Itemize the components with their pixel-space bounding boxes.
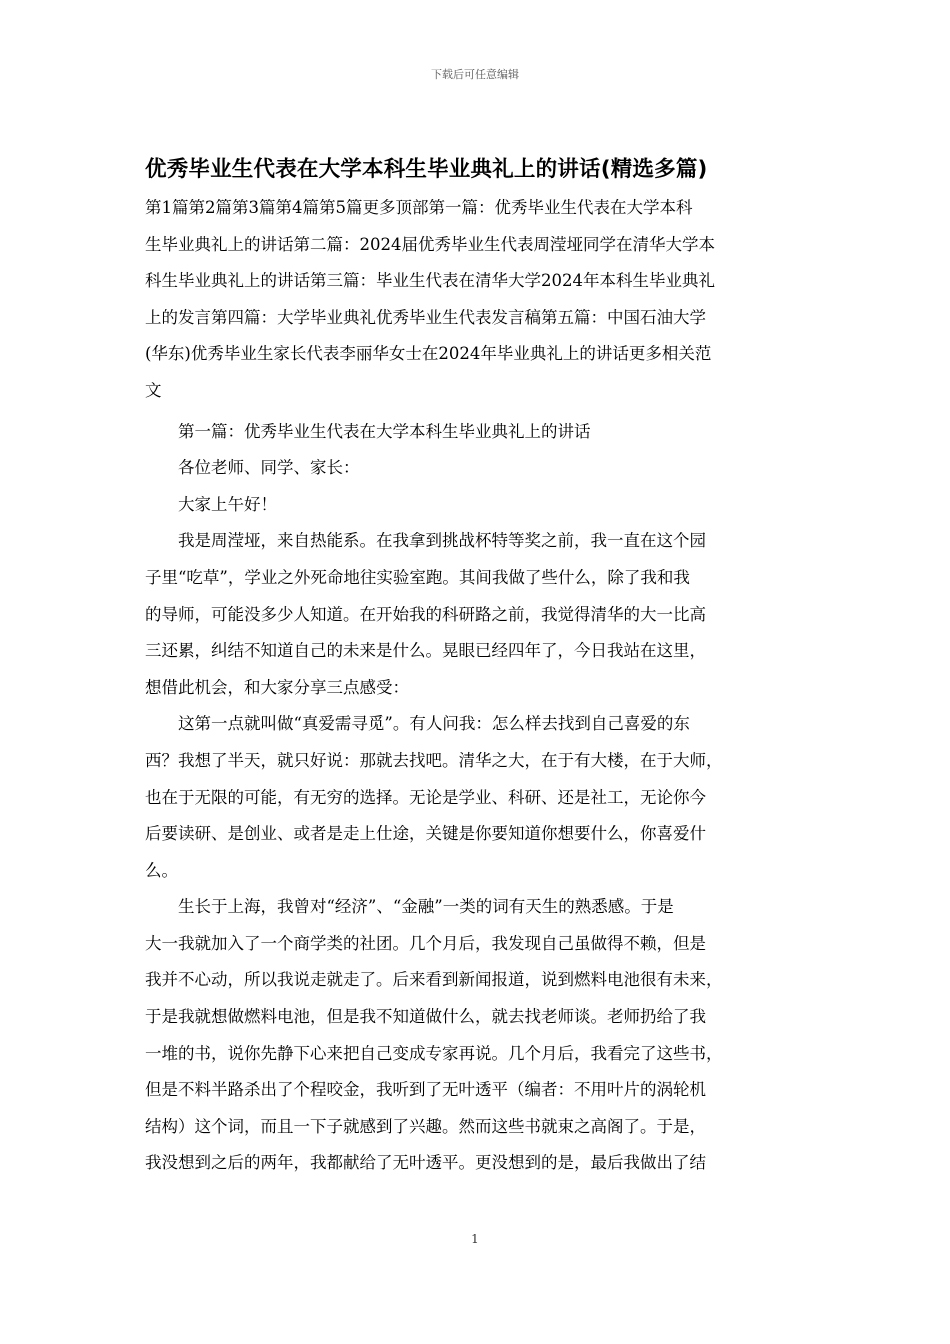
- text-line: 我是周滢垭，来自热能系。在我拿到挑战杯特等奖之前，我一直在这个园: [145, 531, 706, 551]
- text-line: (华东)优秀毕业生家长代表李丽华女士在2024年毕业典礼上的讲话更多相关范: [145, 344, 712, 364]
- text-line: 生毕业典礼上的讲话第二篇：2024届优秀毕业生代表周滢垭同学在清华大学本: [145, 234, 715, 254]
- document-body: [145, 190, 823, 1182]
- text-line: 大家上午好！: [145, 494, 277, 514]
- text-line: 于是我就想做燃料电池，但是我不知道做什么，就去找老师谈。老师扔给了我: [145, 1007, 706, 1027]
- text-line: 第一篇：优秀毕业生代表在大学本科生毕业典礼上的讲话: [145, 421, 591, 441]
- text-line: 西？我想了半天，就只好说：那就去找吧。清华之大，在于有大楼，在于大师，: [145, 750, 723, 770]
- text-line: 生长于上海，我曾对“经济”、“金融”一类的词有天生的熟悉感。于是: [145, 897, 674, 917]
- text-line: 也在于无限的可能，有无穷的选择。无论是学业、科研、还是社工，无论你今: [145, 787, 706, 807]
- page-number: 1: [471, 1232, 479, 1246]
- text-line: 一堆的书，说你先静下心来把自己变成专家再说。几个月后，我看完了这些书，: [145, 1043, 723, 1063]
- text-line: 想借此机会，和大家分享三点感受：: [145, 677, 409, 697]
- text-line: 我并不心动，所以我说走就走了。后来看到新闻报道，说到燃料电池很有未来，: [145, 970, 723, 990]
- text-line: 结构）这个词，而且一下子就感到了兴趣。然而这些书就束之高阁了。于是，: [145, 1116, 706, 1136]
- text-line: 各位老师、同学、家长：: [145, 458, 360, 478]
- text-line: 科生毕业典礼上的讲话第三篇：毕业生代表在清华大学2024年本科生毕业典礼: [145, 271, 715, 291]
- text-line: 的导师，可能没多少人知道。在开始我的科研路之前，我觉得清华的大一比高: [145, 604, 706, 624]
- text-line: 么。: [145, 860, 178, 880]
- text-line: 后要读研、是创业、或者是走上仕途，关键是你要知道你想要什么，你喜爱什: [145, 824, 706, 844]
- text-line: 文: [145, 380, 162, 400]
- text-line: 第1篇第2篇第3篇第4篇第5篇更多顶部第一篇：优秀毕业生代表在大学本科: [145, 198, 693, 217]
- page-header: 下载后可任意编辑: [431, 68, 519, 81]
- text-line: 上的发言第四篇：大学毕业典礼优秀毕业生代表发言稿第五篇：中国石油大学: [145, 307, 706, 327]
- text-line: 子里“吃草”，学业之外死命地往实验室跑。其间我做了些什么，除了我和我: [145, 567, 690, 587]
- text-line: 我没想到之后的两年，我都献给了无叶透平。更没想到的是，最后我做出了结: [145, 1153, 706, 1173]
- text-line: 这第一点就叫做“真爱需寻觅”。有人问我：怎么样去找到自己喜爱的东: [145, 714, 690, 734]
- document-title: 优秀毕业生代表在大学本科生毕业典礼上的讲话(精选多篇): [145, 157, 708, 182]
- text-line: 三还累，纠结不知道自己的未来是什么。晃眼已经四年了，今日我站在这里，: [145, 641, 706, 661]
- text-line: 但是不料半路杀出了个程咬金，我听到了无叶透平（编者：不用叶片的涡轮机: [145, 1080, 706, 1100]
- text-line: 大一我就加入了一个商学类的社团。几个月后，我发现自己虽做得不赖，但是: [145, 933, 706, 953]
